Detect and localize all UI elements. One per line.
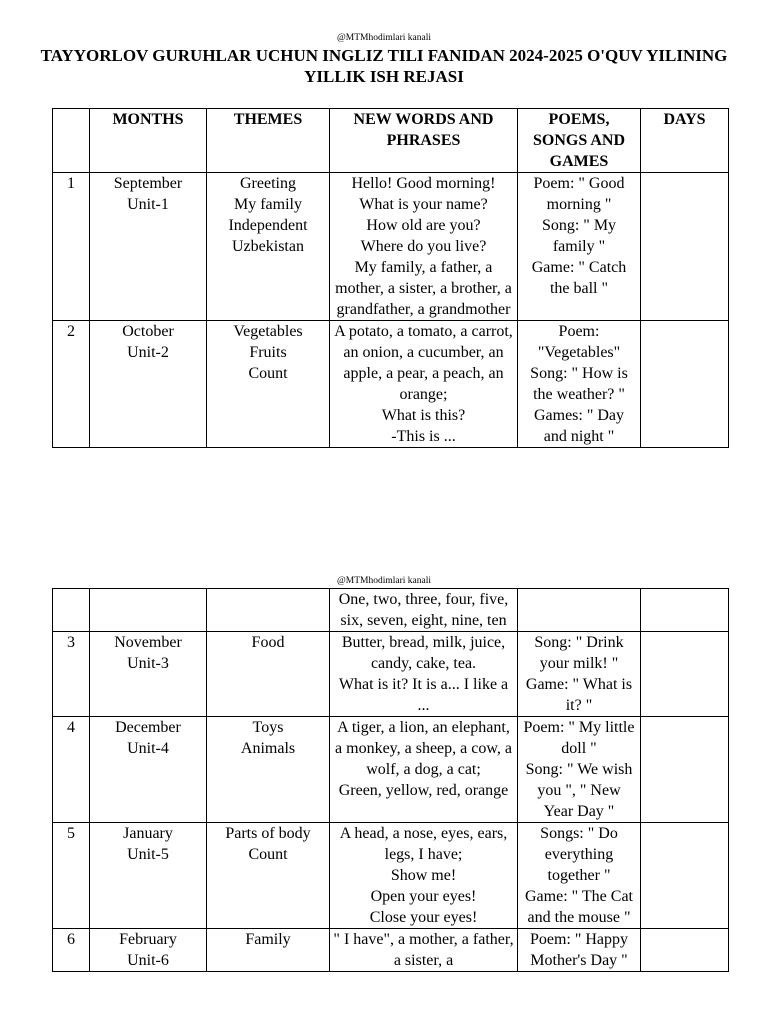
days-cell	[641, 589, 729, 632]
words-cell	[330, 632, 518, 717]
col-poems-header: POEMS, SONGS AND GAMES	[518, 109, 641, 173]
row-number: 3	[67, 634, 75, 651]
channel-header-tag-page-2: @MTMhodimlari kanali	[337, 576, 431, 586]
days-cell	[641, 823, 729, 929]
words-cell	[330, 717, 518, 823]
theme-item: Animals	[240, 740, 296, 757]
row-number: 1	[67, 175, 75, 192]
row-number-cell	[53, 929, 90, 972]
words-cell	[330, 589, 518, 632]
channel-header-tag: @MTMhodimlari kanali	[337, 33, 431, 43]
row-number: 5	[67, 825, 75, 842]
poem-item: Song: " Drink your milk! "	[534, 634, 624, 672]
themes-cell	[207, 717, 330, 823]
themes-cell	[207, 632, 330, 717]
words-item: A tiger, a lion, an elephant, a monkey, a sheep, a cow, a wolf, a dog, a cat;	[335, 719, 512, 778]
days-cell	[641, 321, 729, 448]
table-row	[53, 632, 729, 717]
theme-item: Family	[245, 931, 291, 948]
words-item: Hello! Good morning!	[351, 175, 496, 192]
poem-item: Song: " My family "	[541, 217, 617, 255]
poem-item: Game: " Catch the ball "	[531, 259, 627, 297]
plan-table-page-1	[52, 108, 729, 448]
words-item: What is this?	[381, 407, 466, 424]
themes-cell	[207, 929, 330, 972]
row-number: 2	[67, 323, 75, 340]
month-cell	[90, 632, 207, 717]
words-item: What is it? It is a... I like a ...	[338, 676, 509, 714]
poems-cell	[518, 632, 641, 717]
row-number: 6	[67, 931, 75, 948]
poems-cell	[518, 929, 641, 972]
theme-item: My family	[234, 196, 302, 213]
col-number-header	[53, 109, 90, 173]
theme-item: Count	[248, 365, 288, 382]
poem-item: Poem: " Good morning "	[533, 175, 625, 213]
poem-item: Game: " What is it? "	[525, 676, 633, 714]
col-themes-header: THEMES	[207, 109, 330, 173]
days-cell	[641, 717, 729, 823]
row-number-cell	[53, 717, 90, 823]
month-name: November	[114, 634, 182, 651]
themes-cell	[207, 321, 330, 448]
unit-label: Unit-3	[127, 655, 169, 672]
days-cell	[641, 173, 729, 321]
row-number: 4	[67, 719, 75, 736]
month-name: December	[115, 719, 181, 736]
poem-item: Song: " How is the weather? "	[530, 365, 628, 403]
theme-item: Count	[248, 846, 288, 863]
table-row	[53, 173, 729, 321]
themes-cell	[207, 173, 330, 321]
poem-item: Poem: "Vegetables"	[537, 323, 621, 361]
words-item: My family, a father, a mother, a sister, a brother, a grandfather, a grandmother	[335, 259, 512, 318]
poem-item: Song: " We wish you ", " New Year Day "	[525, 761, 633, 820]
theme-item: Independent	[228, 217, 308, 234]
poems-cell	[518, 589, 641, 632]
col-days-header: DAYS	[641, 109, 729, 173]
month-cell	[90, 823, 207, 929]
words-item: A head, a nose, eyes, ears, legs, I have;	[339, 825, 508, 863]
themes-cell	[207, 823, 330, 929]
theme-item: Food	[251, 634, 285, 651]
month-cell	[90, 717, 207, 823]
words-cell	[330, 823, 518, 929]
col-months-header: MONTHS	[90, 109, 207, 173]
theme-item: Fruits	[249, 344, 287, 361]
unit-label: Unit-2	[127, 344, 169, 361]
words-item: Green, yellow, red, orange	[338, 782, 509, 799]
table-row	[53, 717, 729, 823]
poems-cell	[518, 717, 641, 823]
words-item: Butter, bread, milk, juice, candy, cake, tea.	[341, 634, 506, 672]
poem-item: Games: " Day and night "	[533, 407, 625, 445]
row-number-cell	[53, 823, 90, 929]
row-number-cell	[53, 589, 90, 632]
month-cell	[90, 589, 207, 632]
month-cell	[90, 929, 207, 972]
unit-label: Unit-6	[127, 952, 169, 969]
row-number-cell	[53, 632, 90, 717]
row-number-cell	[53, 321, 90, 448]
month-name: October	[122, 323, 174, 340]
table-row	[53, 589, 729, 632]
words-item: One, two, three, four, five, six, seven, eight, nine, ten	[338, 591, 509, 629]
days-cell	[641, 632, 729, 717]
words-item: Close your eyes!	[369, 909, 478, 926]
col-words-header: NEW WORDS AND PHRASES	[330, 109, 518, 173]
month-name: September	[113, 175, 183, 192]
table-row	[53, 929, 729, 972]
words-item: Show me!	[390, 867, 457, 884]
theme-item: Uzbekistan	[232, 238, 304, 255]
words-item: What is your name?	[359, 196, 488, 213]
poems-cell	[518, 823, 641, 929]
words-item: How old are you?	[366, 217, 481, 234]
unit-label: Unit-1	[127, 196, 169, 213]
document-title: TAYYORLOV GURUHLAR UCHUN INGLIZ TILI FANIDAN 2024-2025 O'QUV YILINING YILLIK ISH REJASI	[40, 46, 728, 86]
theme-item: Toys	[252, 719, 284, 736]
theme-item: Vegetables	[233, 323, 303, 340]
month-name: February	[119, 931, 177, 948]
words-item: " I have", a mother, a father, a sister, a	[333, 931, 514, 969]
month-cell	[90, 173, 207, 321]
plan-table-page-2	[52, 588, 729, 972]
days-cell	[641, 929, 729, 972]
table-row	[53, 321, 729, 448]
poems-cell	[518, 173, 641, 321]
table-header-row	[53, 109, 729, 173]
words-item: -This is ...	[391, 428, 456, 445]
month-name: January	[123, 825, 173, 842]
words-item: Open your eyes!	[370, 888, 477, 905]
row-number-cell	[53, 173, 90, 321]
unit-label: Unit-5	[127, 846, 169, 863]
poem-item: Songs: " Do everything together "	[540, 825, 618, 884]
poem-item: Game: " The Cat and the mouse "	[525, 888, 633, 926]
unit-label: Unit-4	[127, 740, 169, 757]
poems-cell	[518, 321, 641, 448]
theme-item: Greeting	[240, 175, 296, 192]
words-cell	[330, 321, 518, 448]
themes-cell	[207, 589, 330, 632]
theme-item: Parts of body	[225, 825, 311, 842]
words-item: A potato, a tomato, a carrot, an onion, a cucumber, an apple, a pear, a peach, an orange;	[334, 323, 513, 403]
table-row	[53, 823, 729, 929]
words-cell	[330, 173, 518, 321]
month-cell	[90, 321, 207, 448]
words-cell	[330, 929, 518, 972]
poem-item: Poem: " Happy Mother's Day "	[529, 931, 629, 969]
poem-item: Poem: " My little doll "	[523, 719, 635, 757]
words-item: Where do you live?	[360, 238, 487, 255]
